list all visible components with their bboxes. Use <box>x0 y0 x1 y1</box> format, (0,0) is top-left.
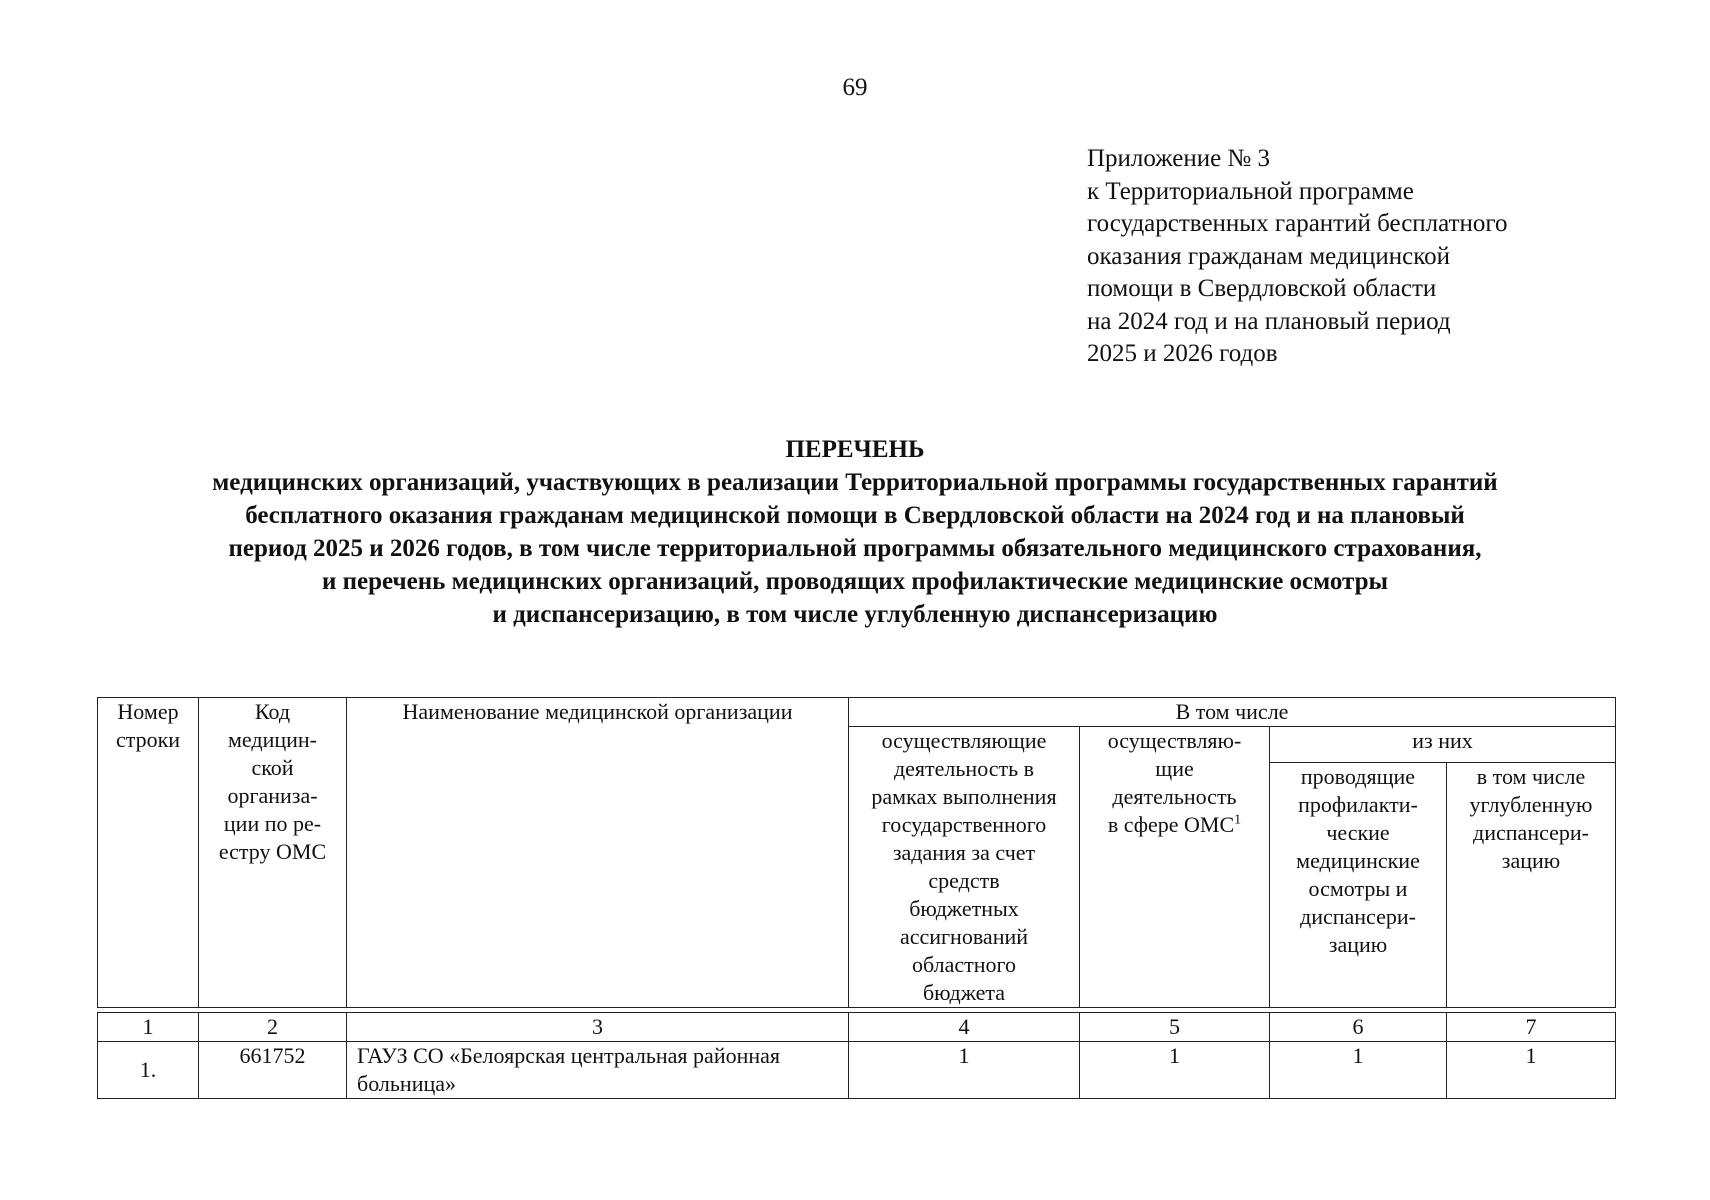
column-number: 6 <box>1270 1013 1447 1042</box>
header-code: Код медицин- ской организа- ции по ре- естру ОМС <box>199 698 347 1008</box>
column-number: 2 <box>199 1013 347 1042</box>
organizations-table <box>97 697 1616 1099</box>
appendix-line: государственных гарантий бесплатного <box>1087 210 1508 237</box>
column-number: 3 <box>347 1013 849 1042</box>
table-row <box>98 1042 1616 1099</box>
row-state-task: 1 <box>849 1042 1080 1099</box>
header-preventive: проводящие профилакти- ческие медицинские осмотры и диспансери- зацию <box>1270 763 1447 1008</box>
appendix-block <box>1087 143 1647 371</box>
appendix-line: Приложение № 3 <box>1087 145 1271 172</box>
header-oms: осуществляю- щие деятельность в сфере ОМС$^1$ <box>1080 727 1270 1008</box>
row-organization-name: ГАУЗ СО «Белоярская центральная районная больница» <box>347 1042 849 1099</box>
column-number: 5 <box>1080 1013 1270 1042</box>
row-oms: 1 <box>1080 1042 1270 1099</box>
appendix-line: на 2024 год и на плановый период <box>1087 307 1451 335</box>
page-number: 69 <box>842 74 868 101</box>
header-state-task: осуществляющие деятельность в рамках выполнения государственного задания за счет средств бюджетных ассигнований областного бюджета <box>849 727 1080 1008</box>
column-number: 7 <box>1447 1013 1616 1042</box>
header-name: Наименование медицинской организации <box>347 698 849 1008</box>
row-in-depth: 1 <box>1447 1042 1616 1099</box>
title-line: медицинских организаций, участвующих в реализации Территориальной программы государственных гарантий <box>212 469 1498 496</box>
header-row-1 <box>98 698 1616 727</box>
row-preventive: 1 <box>1270 1042 1447 1099</box>
appendix-line: оказания гражданам медицинской <box>1087 242 1451 270</box>
title-line: бесплатного оказания гражданам медицинской помощи в Свердловской области на 2024 год и на плановый <box>245 502 1465 529</box>
appendix-line: помощи в Свердловской области <box>1087 275 1437 302</box>
column-number: 1 <box>98 1013 199 1042</box>
header-row-number: Номер строки <box>98 698 199 1008</box>
column-numbers-row <box>98 1013 1616 1042</box>
header-including: В том числе <box>849 698 1616 727</box>
title-line: и диспансеризацию, в том числе углубленную диспансеризацию <box>492 601 1218 628</box>
appendix-line: к Территориальной программе <box>1087 177 1414 205</box>
header-of-them: из них <box>1270 727 1616 763</box>
footnote-marker: 1 <box>1234 812 1242 828</box>
title-heading: ПЕРЕЧЕНЬ <box>785 436 925 463</box>
header-in-depth: в том числе углубленную диспансери- зацию <box>1447 763 1616 1008</box>
row-code: 661752 <box>199 1042 347 1099</box>
title-line: и перечень медицинских организаций, проводящих профилактические медицинские осмотры <box>321 568 1389 595</box>
column-number: 4 <box>849 1013 1080 1042</box>
appendix-line: 2025 и 2026 годов <box>1087 340 1278 367</box>
row-number: 1. <box>98 1042 199 1099</box>
document-title <box>60 433 1650 631</box>
title-line: период 2025 и 2026 годов, в том числе территориальной программы обязательного медицинского страхования, <box>228 535 1482 562</box>
